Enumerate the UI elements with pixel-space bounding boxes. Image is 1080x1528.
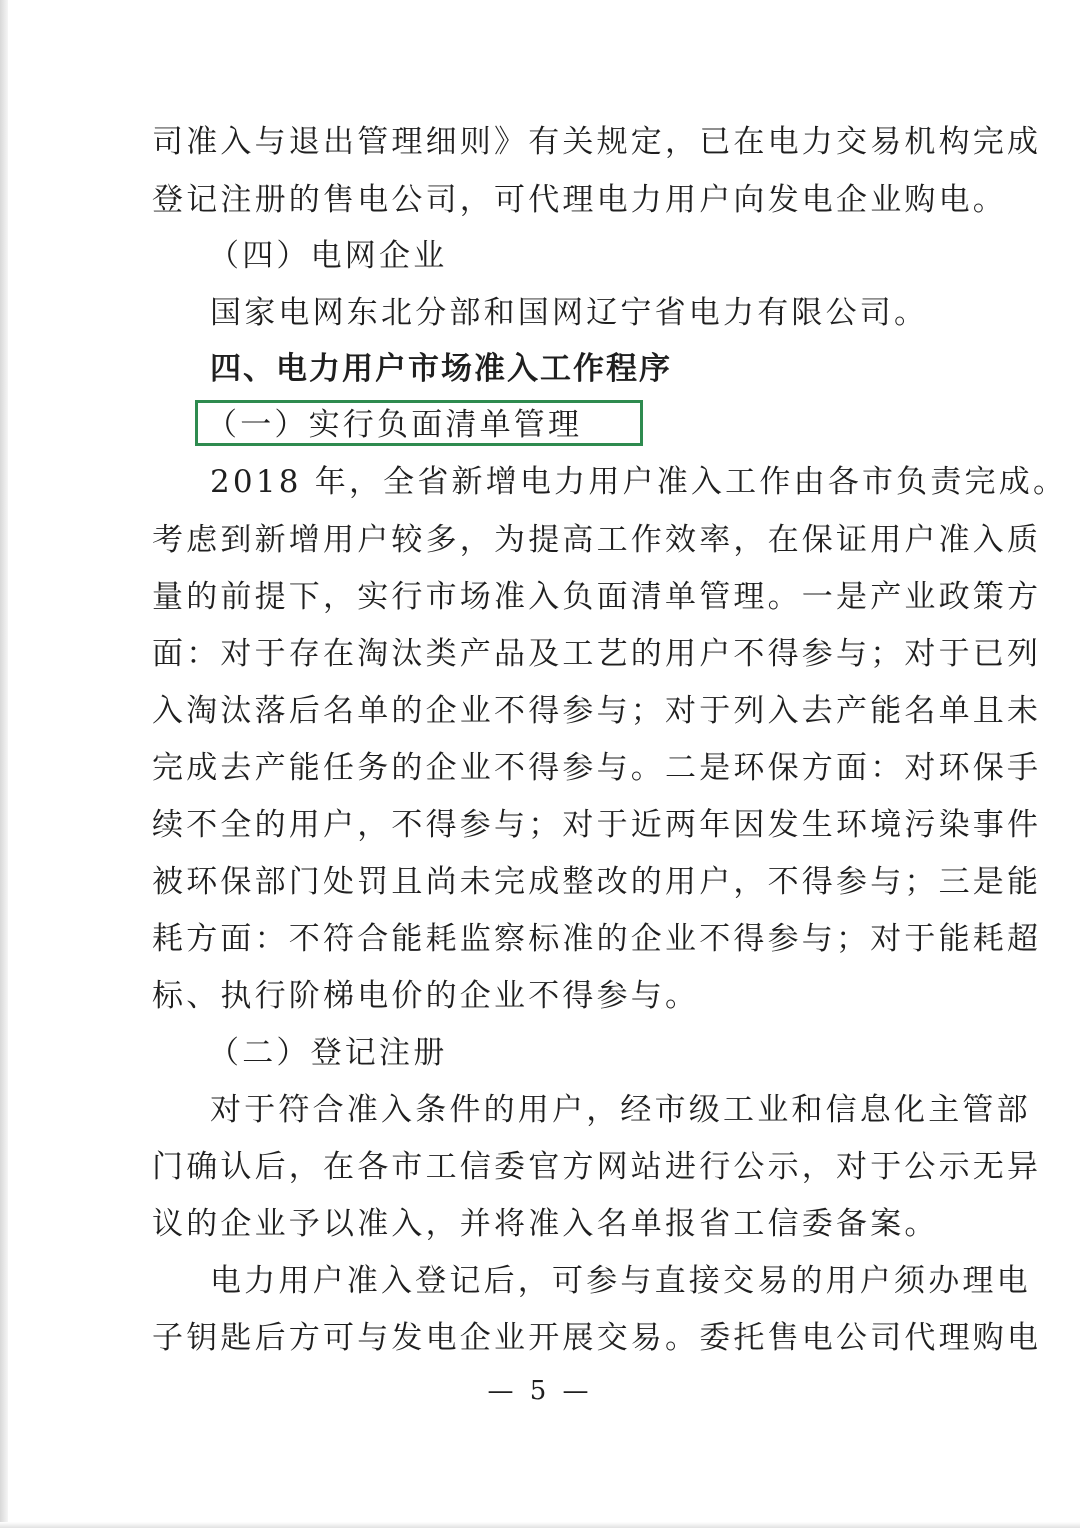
text-line: 面：对于存在淘汰类产品及工艺的用户不得参与；对于已列: [152, 636, 1042, 672]
subsection-heading-highlighted: （一）实行负面清单管理: [206, 407, 583, 443]
text-line: 被环保部门处罚且尚未完成整改的用户，不得参与；三是能: [152, 864, 1042, 900]
text-line: 对于符合准入条件的用户，经市级工业和信息化主管部: [210, 1092, 1031, 1128]
text-line: 国家电网东北分部和国网辽宁省电力有限公司。: [210, 295, 929, 331]
text-line: 续不全的用户，不得参与；对于近两年因发生环境污染事件: [152, 807, 1042, 843]
subsection-heading: （四）电网企业: [208, 238, 448, 274]
highlight-box: [195, 400, 643, 446]
page-bottom-shadow: [0, 1522, 1080, 1528]
text-line: 登记注册的售电公司，可代理电力用户向发电企业购电。: [152, 182, 1007, 218]
text-line: 电力用户准入登记后，可参与直接交易的用户须办理电: [210, 1263, 1031, 1299]
page-edge-shadow: [0, 0, 8, 1528]
text-line: 考虑到新增用户较多，为提高工作效率，在保证用户准入质: [152, 522, 1042, 558]
section-heading: 四、电力用户市场准入工作程序: [210, 351, 672, 387]
page-number: — 5 —: [487, 1376, 593, 1406]
text-line: 量的前提下，实行市场准入负面清单管理。一是产业政策方: [152, 579, 1042, 615]
text-line: 完成去产能任务的企业不得参与。二是环保方面：对环保手: [152, 750, 1042, 786]
text-line: 2018 年，全省新增电力用户准入工作由各市负责完成。: [210, 464, 1068, 500]
text-line: 耗方面：不符合能耗监察标准的企业不得参与；对于能耗超: [152, 921, 1042, 957]
text-line: 门确认后，在各市工信委官方网站进行公示，对于公示无异: [152, 1149, 1042, 1185]
text-line: 司准入与退出管理细则》有关规定，已在电力交易机构完成: [152, 124, 1042, 160]
text-line: 标、执行阶梯电价的企业不得参与。: [152, 978, 700, 1014]
text-line: 子钥匙后方可与发电企业开展交易。委托售电公司代理购电: [152, 1320, 1042, 1356]
text-line: 入淘汰落后名单的企业不得参与；对于列入去产能名单且未: [152, 693, 1042, 729]
text-line: 议的企业予以准入，并将准入名单报省工信委备案。: [152, 1206, 939, 1242]
subsection-heading: （二）登记注册: [208, 1035, 448, 1071]
